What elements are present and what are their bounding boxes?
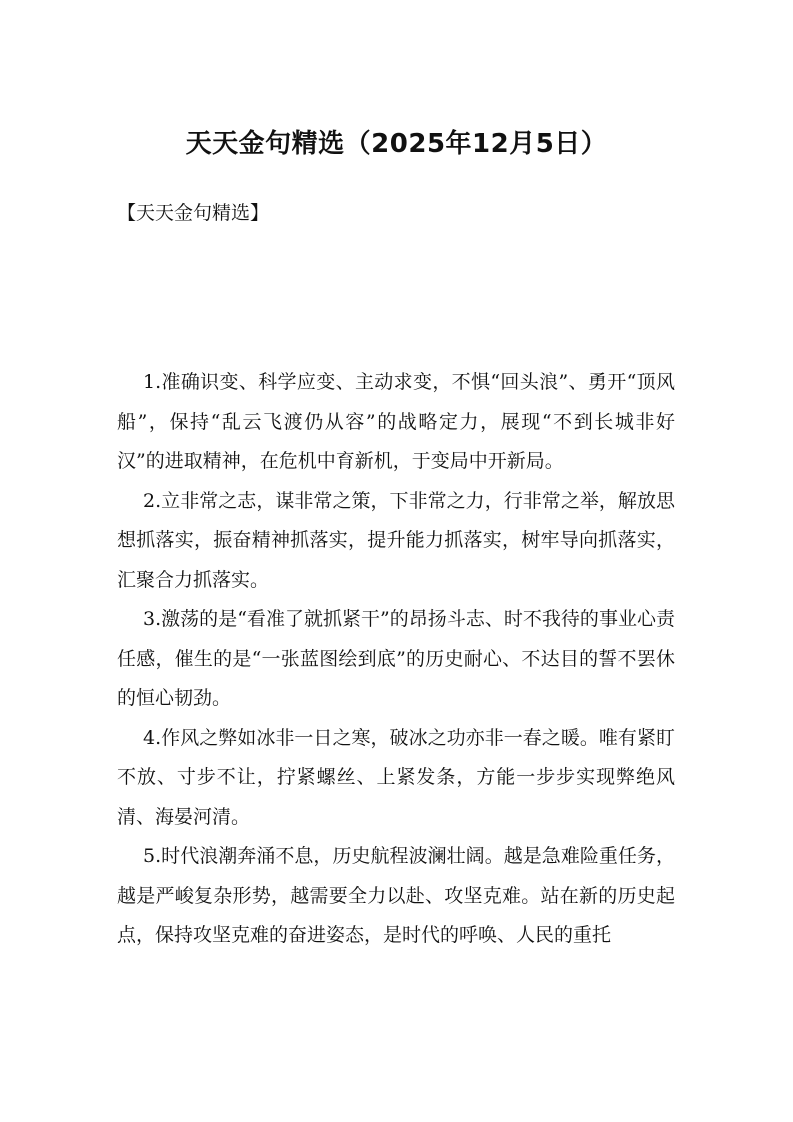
paragraph-5: 5.时代浪潮奔涌不息，历史航程波澜壮阔。越是急难险重任务，越是严峻复杂形势，越需要全力以赴、攻坚克难。站在新的历史起点，保持攻坚克难的奋进姿态，是时代的呼唤、人民的重托 bbox=[117, 845, 675, 946]
paragraph-3: 3.激荡的是“看准了就抓紧干”的昂扬斗志、时不我待的事业心责任感，催生的是“一张蓝图绘到底”的历史耐心、不达目的誓不罢休的恒心韧劲。 bbox=[117, 608, 675, 709]
paragraph-2: 2.立非常之志，谋非常之策，下非常之力，行非常之举，解放思想抓落实，振奋精神抓落实，提升能力抓落实，树牢导向抓落实，汇聚合力抓落实。 bbox=[117, 489, 675, 591]
paragraph-4: 4.作风之弊如冰非一日之寒，破冰之功亦非一春之暖。唯有紧盯不放、寸步不让，拧紧螺丝、上紧发条，方能一步步实现弊绝风清、海晏河清。 bbox=[117, 726, 675, 828]
paragraph-1: 1.准确识变、科学应变、主动求变，不惧“回头浪”、勇开“顶风船”，保持“乱云飞渡仍从容”的战略定力，展现“不到长城非好汉”的进取精神，在危机中育新机，于变局中开新局。 bbox=[117, 371, 675, 472]
section-label: 【天天金句精选】 bbox=[117, 202, 270, 224]
page-title: 天天金句精选（2025年12月5日） bbox=[185, 129, 608, 159]
document-body bbox=[117, 363, 675, 956]
